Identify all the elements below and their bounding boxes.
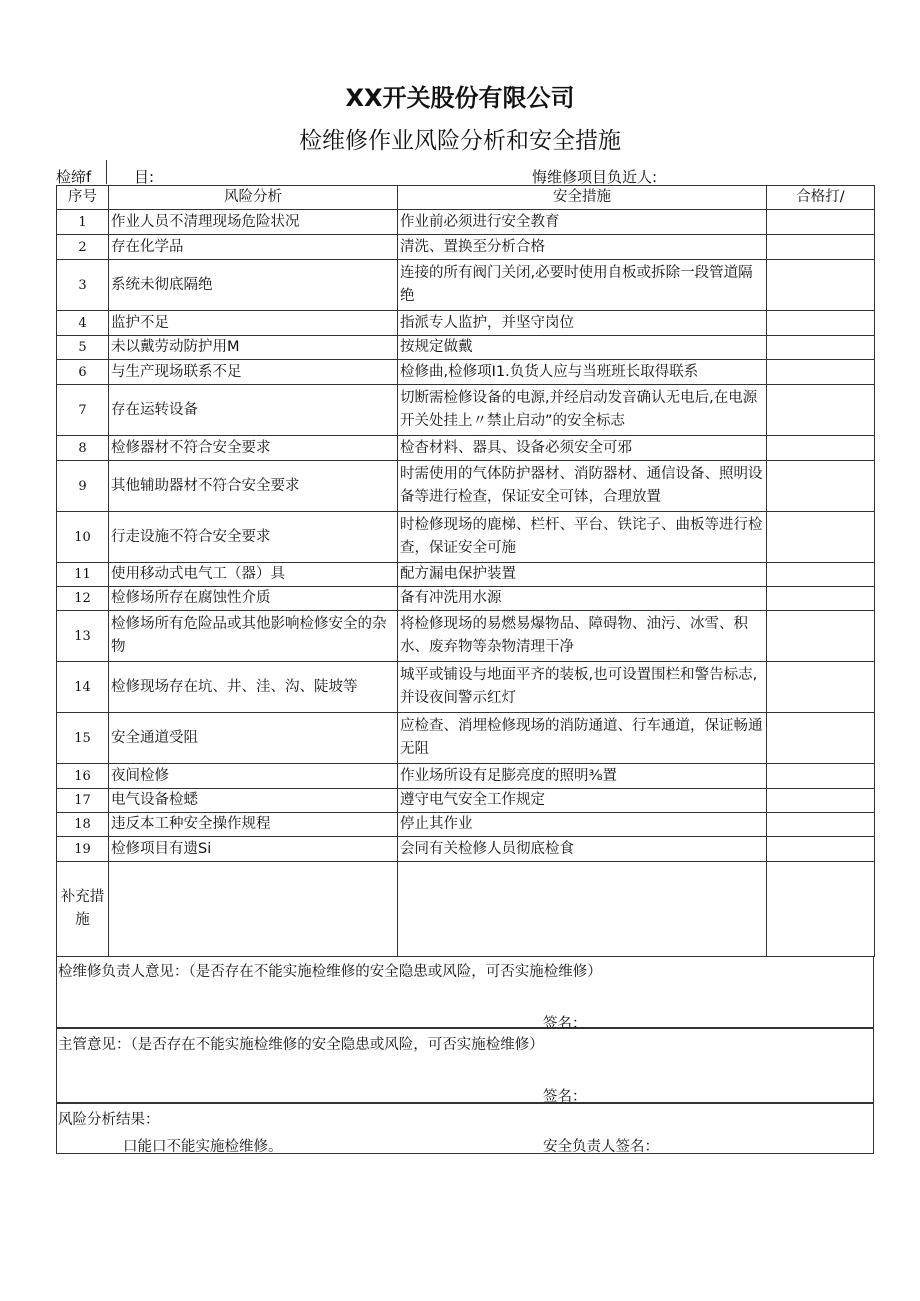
- row-number: 3: [57, 260, 109, 311]
- risk-cell: 检修场所存在腐蚀性介质: [109, 587, 398, 611]
- check-cell[interactable]: [767, 336, 875, 360]
- row-number: 11: [57, 563, 109, 587]
- measure-cell: 遵守电气安全工作规定: [398, 789, 767, 813]
- risk-cell: 检修现场存在坑、井、洼、沟、陡坡等: [109, 662, 398, 713]
- measure-cell: 配方漏电保护装置: [398, 563, 767, 587]
- risk-table: [56, 185, 875, 957]
- measure-cell: 作业场所设有足膨亮度的照明⅜置: [398, 764, 767, 789]
- check-cell[interactable]: [767, 764, 875, 789]
- table-header-row: [57, 186, 875, 210]
- row-number: 15: [57, 713, 109, 764]
- row-number: 19: [57, 837, 109, 862]
- row-number: 1: [57, 210, 109, 235]
- table-row: [57, 789, 875, 813]
- supplement-row: [57, 862, 875, 957]
- table-row: [57, 235, 875, 260]
- risk-cell: 监护不足: [109, 311, 398, 336]
- row-number: 13: [57, 611, 109, 662]
- project-suffix: 目:: [134, 168, 155, 186]
- table-row: [57, 436, 875, 461]
- measure-cell: 按规定做戴: [398, 336, 767, 360]
- check-cell[interactable]: [767, 662, 875, 713]
- col-header-check: 合格打/: [767, 186, 875, 210]
- check-cell[interactable]: [767, 813, 875, 837]
- risk-cell: 系统未彻底隔绝: [109, 260, 398, 311]
- table-row: [57, 837, 875, 862]
- check-cell[interactable]: [767, 360, 875, 385]
- check-cell[interactable]: [767, 461, 875, 512]
- risk-cell: 作业人员不清理现场危险状况: [109, 210, 398, 235]
- row-number: 2: [57, 235, 109, 260]
- col-header-risk: 风险分析: [109, 186, 398, 210]
- measure-cell: 指派专人监护，并坚守岗位: [398, 311, 767, 336]
- measure-cell: 检修曲,检修项I1.负货人应与当班班长取得联系: [398, 360, 767, 385]
- measure-cell: 清洗、置换至分析合格: [398, 235, 767, 260]
- supervisor-opinion-block[interactable]: [56, 1028, 874, 1103]
- row-number: 14: [57, 662, 109, 713]
- risk-cell: 与生产现场联系不足: [109, 360, 398, 385]
- document-title: 检维修作业风险分析和安全措施: [299, 128, 621, 154]
- risk-cell: 夜间检修: [109, 764, 398, 789]
- check-cell[interactable]: [767, 512, 875, 563]
- col-header-no: 序号: [57, 186, 109, 210]
- divider: [106, 160, 107, 184]
- measure-cell: 连接的所有阀门关闭,必要时使用自板或拆除一段管道隔绝: [398, 260, 767, 311]
- row-number: 5: [57, 336, 109, 360]
- row-number: 12: [57, 587, 109, 611]
- measure-cell: 备有冲洗用水源: [398, 587, 767, 611]
- project-label: 检缔f: [56, 168, 92, 186]
- measure-cell: 将检修现场的易燃易爆物品、障碍物、油污、冰雪、积水、废弃物等杂物清理干净: [398, 611, 767, 662]
- table-row: [57, 461, 875, 512]
- measure-cell: 应检查、消埋检修现场的消防通道、行车通道，保证畅通无阻: [398, 713, 767, 764]
- table-row: [57, 311, 875, 336]
- risk-cell: 未以戴劳动防护用M: [109, 336, 398, 360]
- company-name: XX开关股份有限公司: [345, 84, 575, 112]
- risk-cell: 违反本工种安全操作规程: [109, 813, 398, 837]
- supplement-risk-cell[interactable]: [109, 862, 398, 957]
- row-number: 18: [57, 813, 109, 837]
- table-row: [57, 260, 875, 311]
- table-row: [57, 336, 875, 360]
- measure-cell: 停止其作业: [398, 813, 767, 837]
- supplement-measure-cell[interactable]: [398, 862, 767, 957]
- check-cell[interactable]: [767, 713, 875, 764]
- risk-cell: 行走设施不符合安全要求: [109, 512, 398, 563]
- risk-cell: 电气设备检蟋: [109, 789, 398, 813]
- maintenance-signature: 签名：: [543, 1016, 587, 1032]
- check-cell[interactable]: [767, 789, 875, 813]
- measure-cell: 城平或铺设与地面平齐的装板,也可设置围栏和警告标志,并设夜间警示红灯: [398, 662, 767, 713]
- result-block[interactable]: [56, 1103, 874, 1154]
- check-cell[interactable]: [767, 587, 875, 611]
- row-number: 8: [57, 436, 109, 461]
- table-row: [57, 764, 875, 789]
- row-number: 10: [57, 512, 109, 563]
- check-cell[interactable]: [767, 436, 875, 461]
- check-cell[interactable]: [767, 210, 875, 235]
- row-number: 4: [57, 311, 109, 336]
- table-row: [57, 713, 875, 764]
- table-row: [57, 587, 875, 611]
- table-row: [57, 662, 875, 713]
- risk-cell: 使用移动式电气工（器）具: [109, 563, 398, 587]
- supplement-check-cell[interactable]: [767, 862, 875, 957]
- maintenance-opinion-block[interactable]: [56, 956, 874, 1032]
- table-row: [57, 360, 875, 385]
- table-row: [57, 385, 875, 436]
- col-header-measure: 安全措施: [398, 186, 767, 210]
- measure-cell: 时需使用的气体防护器材、消防器材、通信设备、照明设备等进行检查，保证安全可钵，合理放置: [398, 461, 767, 512]
- risk-cell: 安全通道受阻: [109, 713, 398, 764]
- measure-cell: 会同有关检修人员彻底检食: [398, 837, 767, 862]
- maintenance-opinion-text: 检维修负责人意见：（是否存在不能实施检维修的安全隐患或风险，可否实施检维修）: [58, 964, 602, 980]
- row-number: 6: [57, 360, 109, 385]
- row-number: 7: [57, 385, 109, 436]
- check-cell[interactable]: [767, 311, 875, 336]
- check-cell[interactable]: [767, 260, 875, 311]
- risk-cell: 检修项目有遗Si: [109, 837, 398, 862]
- header-line: [56, 166, 874, 186]
- table-row: [57, 210, 875, 235]
- row-number: 9: [57, 461, 109, 512]
- measure-cell: 时检修现场的鹿梯、栏杆、平台、铁诧子、曲板等进行检查，保证安全可施: [398, 512, 767, 563]
- row-number: 16: [57, 764, 109, 789]
- check-cell[interactable]: [767, 837, 875, 862]
- risk-cell: 检修器材不符合安全要求: [109, 436, 398, 461]
- supervisor-opinion-text: 主管意见：（是否存在不能实施检维修的安全隐患或风险，可否实施检维修）: [58, 1037, 544, 1053]
- check-cell[interactable]: [767, 235, 875, 260]
- table-row: [57, 512, 875, 563]
- table-row: [57, 813, 875, 837]
- measure-cell: 检杳材料、器具、设备必须安全可邪: [398, 436, 767, 461]
- risk-cell: 检修场所有危险品或其他影响检修安全的杂物: [109, 611, 398, 662]
- result-choice[interactable]: 口能口不能实施检维修。: [123, 1139, 283, 1155]
- supplement-label: 补充措施: [57, 862, 109, 957]
- result-label: 风险分析结果：: [58, 1112, 160, 1128]
- measure-cell: 切断需检修设备的电源,并经启动发音确认无电后,在电源开关处挂上〃禁止启动”的安全标志: [398, 385, 767, 436]
- table-row: [57, 563, 875, 587]
- responsible-label: 悔维修项目负近人:: [532, 168, 658, 186]
- measure-cell: 作业前必须进行安全教育: [398, 210, 767, 235]
- row-number: 17: [57, 789, 109, 813]
- check-cell[interactable]: [767, 563, 875, 587]
- supervisor-signature: 签名：: [543, 1089, 587, 1105]
- risk-cell: 存在化学品: [109, 235, 398, 260]
- table-row: [57, 611, 875, 662]
- check-cell[interactable]: [767, 611, 875, 662]
- risk-cell: 存在运转设备: [109, 385, 398, 436]
- check-cell[interactable]: [767, 385, 875, 436]
- safety-signature: 安全负责人签名：: [543, 1139, 659, 1155]
- risk-cell: 其他辅助器材不符合安全要求: [109, 461, 398, 512]
